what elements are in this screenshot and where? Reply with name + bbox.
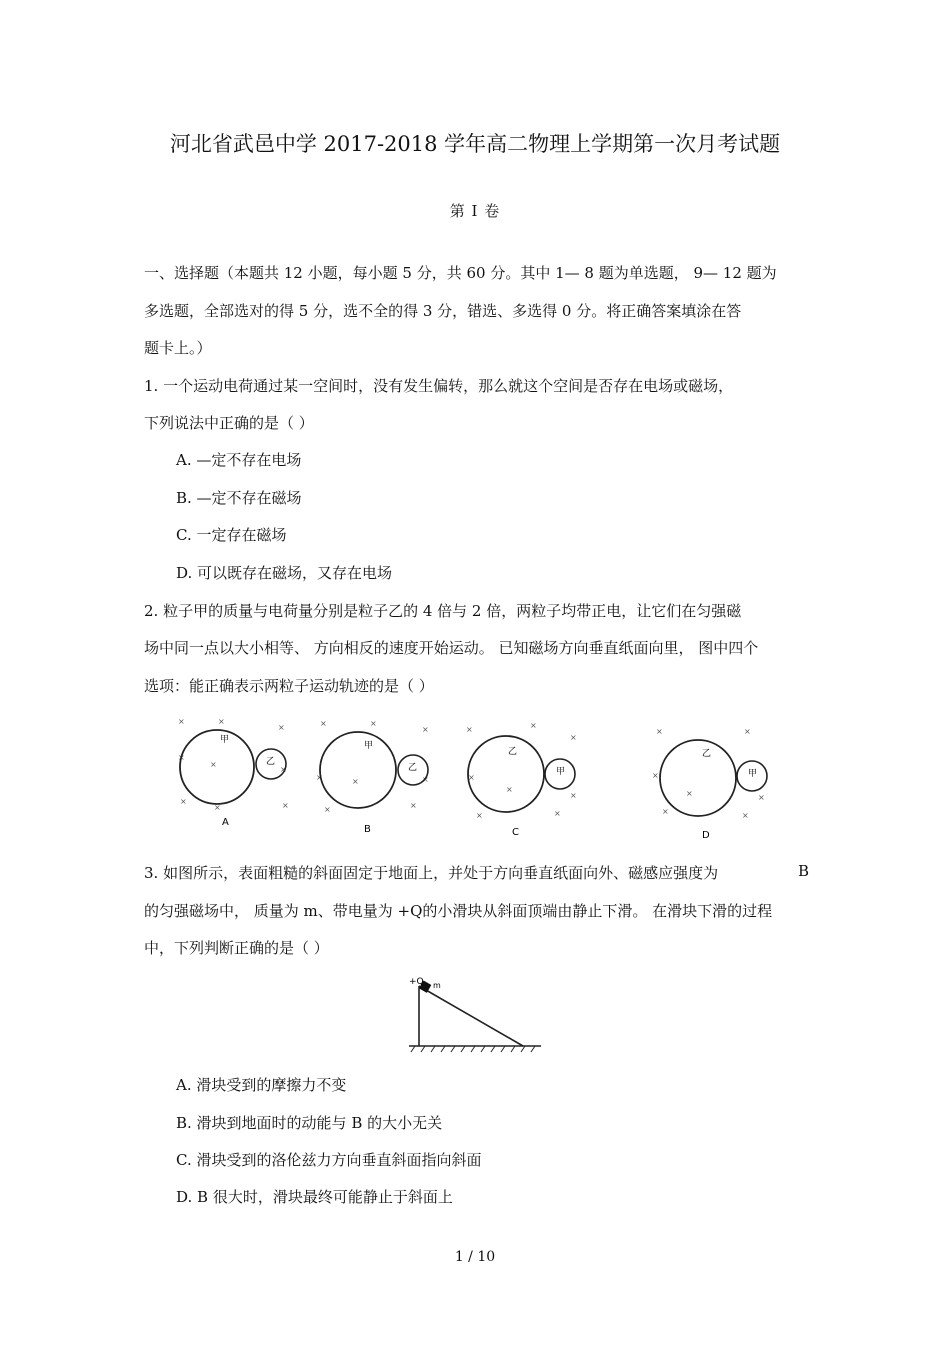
svg-text:×: ×	[530, 721, 537, 730]
q2-a-big-label: 甲	[220, 735, 230, 745]
section-instructions-line-2: 多选题，全部选对的得 5 分，选不全的得 3 分，错选、多选得 0 分。将正确答案填涂在答	[144, 302, 742, 320]
q3-stem-line-2: 的匀强磁场中， 质量为 m、带电量为 +Q的小滑块从斜面顶端由静止下滑。 在滑块下滑的过程	[144, 902, 773, 920]
q2-c-big-label: 乙	[508, 747, 518, 757]
q2-figure-d	[646, 718, 776, 843]
q1-stem-line-1: 1. 一个运动电荷通过某一空间时，没有发生偏转，那么就这个空间是否存在电场或磁场，	[144, 377, 734, 395]
svg-text:×: ×	[656, 727, 663, 736]
q2-d-small-label: 甲	[748, 769, 758, 779]
q1-option-d: D. 可以既存在磁场，又存在电场	[176, 564, 393, 582]
q3-option-d: D. B 很大时，滑块最终可能静止于斜面上	[176, 1188, 453, 1206]
q3-stem-line-3: 中，下列判断正确的是（ ）	[144, 939, 329, 957]
q2-stem-line-3: 选项：能正确表示两粒子运动轨迹的是（ ）	[144, 677, 434, 695]
svg-text:×: ×	[570, 791, 577, 800]
q2-figure-c	[458, 718, 588, 843]
svg-text:×: ×	[180, 797, 187, 806]
q1-stem-line-2: 下列说法中正确的是（ ）	[144, 414, 314, 432]
svg-text:×: ×	[320, 719, 327, 728]
q2-c-small-label: 甲	[556, 767, 566, 777]
section-instructions-line-1: 一、选择题（本题共 12 小题，每小题 5 分，共 60 分。其中 1— 8 题为单选题， 9— 12 题为	[144, 264, 777, 282]
svg-text:×: ×	[466, 725, 473, 734]
svg-text:×: ×	[570, 733, 577, 742]
page-number: 1 / 10	[454, 1249, 496, 1265]
q2-figure-c-label: C	[512, 827, 519, 838]
q2-figure-d-label: D	[702, 830, 710, 841]
section-instructions-line-3: 题卡上。）	[144, 339, 212, 357]
q3-stem-line-1-end: B	[798, 862, 810, 880]
svg-text:×: ×	[468, 773, 475, 782]
q1-option-c: C. 一定存在磁场	[176, 526, 287, 544]
q3-option-b: B. 滑块到地面时的动能与 B 的大小无关	[176, 1114, 443, 1132]
q2-a-small-label: 乙	[266, 757, 276, 767]
q2-b-small-label: 乙	[408, 763, 418, 773]
svg-text:×: ×	[422, 725, 429, 734]
svg-text:×: ×	[506, 785, 513, 794]
svg-text:×: ×	[686, 789, 693, 798]
svg-text:×: ×	[554, 809, 561, 818]
svg-text:×: ×	[178, 717, 185, 726]
volume-heading: 第 I 卷	[449, 202, 501, 220]
q3-mass-label: m	[433, 981, 441, 990]
q3-option-c: C. 滑块受到的洛伦兹力方向垂直斜面指向斜面	[176, 1151, 482, 1169]
svg-text:×: ×	[282, 801, 289, 810]
svg-text:×: ×	[758, 793, 765, 802]
svg-text:×: ×	[422, 775, 429, 784]
q2-d-big-label: 乙	[702, 749, 712, 759]
svg-text:×: ×	[178, 753, 185, 762]
q2-figure-a	[170, 712, 300, 832]
svg-text:×: ×	[324, 805, 331, 814]
svg-text:×: ×	[280, 765, 287, 774]
page-title: 河北省武邑中学 2017-2018 学年高二物理上学期第一次月考试题	[169, 132, 781, 156]
svg-text:×: ×	[370, 719, 377, 728]
q3-option-a: A. 滑块受到的摩擦力不变	[176, 1076, 347, 1094]
q3-charge-label: +Q	[409, 977, 424, 987]
svg-text:×: ×	[352, 777, 359, 786]
svg-text:×: ×	[410, 801, 417, 810]
svg-text:×: ×	[476, 811, 483, 820]
svg-text:×: ×	[210, 760, 217, 769]
svg-text:×: ×	[278, 723, 285, 732]
q2-figure-b	[310, 712, 440, 837]
q3-incline-figure	[405, 972, 545, 1057]
q1-option-a: A. —定不存在电场	[176, 451, 302, 469]
q2-stem-line-2: 场中同一点以大小相等、 方向相反的速度开始运动。 已知磁场方向垂直纸面向里， 图中四个	[144, 639, 759, 657]
svg-text:×: ×	[214, 803, 221, 812]
svg-text:×: ×	[218, 717, 225, 726]
q2-figure-a-label: A	[222, 817, 229, 828]
q2-figure-b-label: B	[364, 824, 371, 835]
q1-option-b: B. —定不存在磁场	[176, 489, 302, 507]
q2-b-big-label: 甲	[364, 741, 374, 751]
svg-text:×: ×	[662, 807, 669, 816]
svg-text:×: ×	[744, 727, 751, 736]
svg-text:×: ×	[742, 811, 749, 820]
q3-stem-line-1: 3. 如图所示，表面粗糙的斜面固定于地面上，并处于方向垂直纸面向外、磁感应强度为	[144, 864, 719, 882]
svg-text:×: ×	[652, 771, 659, 780]
svg-text:×: ×	[316, 773, 323, 782]
q2-stem-line-1: 2. 粒子甲的质量与电荷量分别是粒子乙的 4 倍与 2 倍，两粒子均带正电，让它们在匀强磁	[144, 602, 742, 620]
